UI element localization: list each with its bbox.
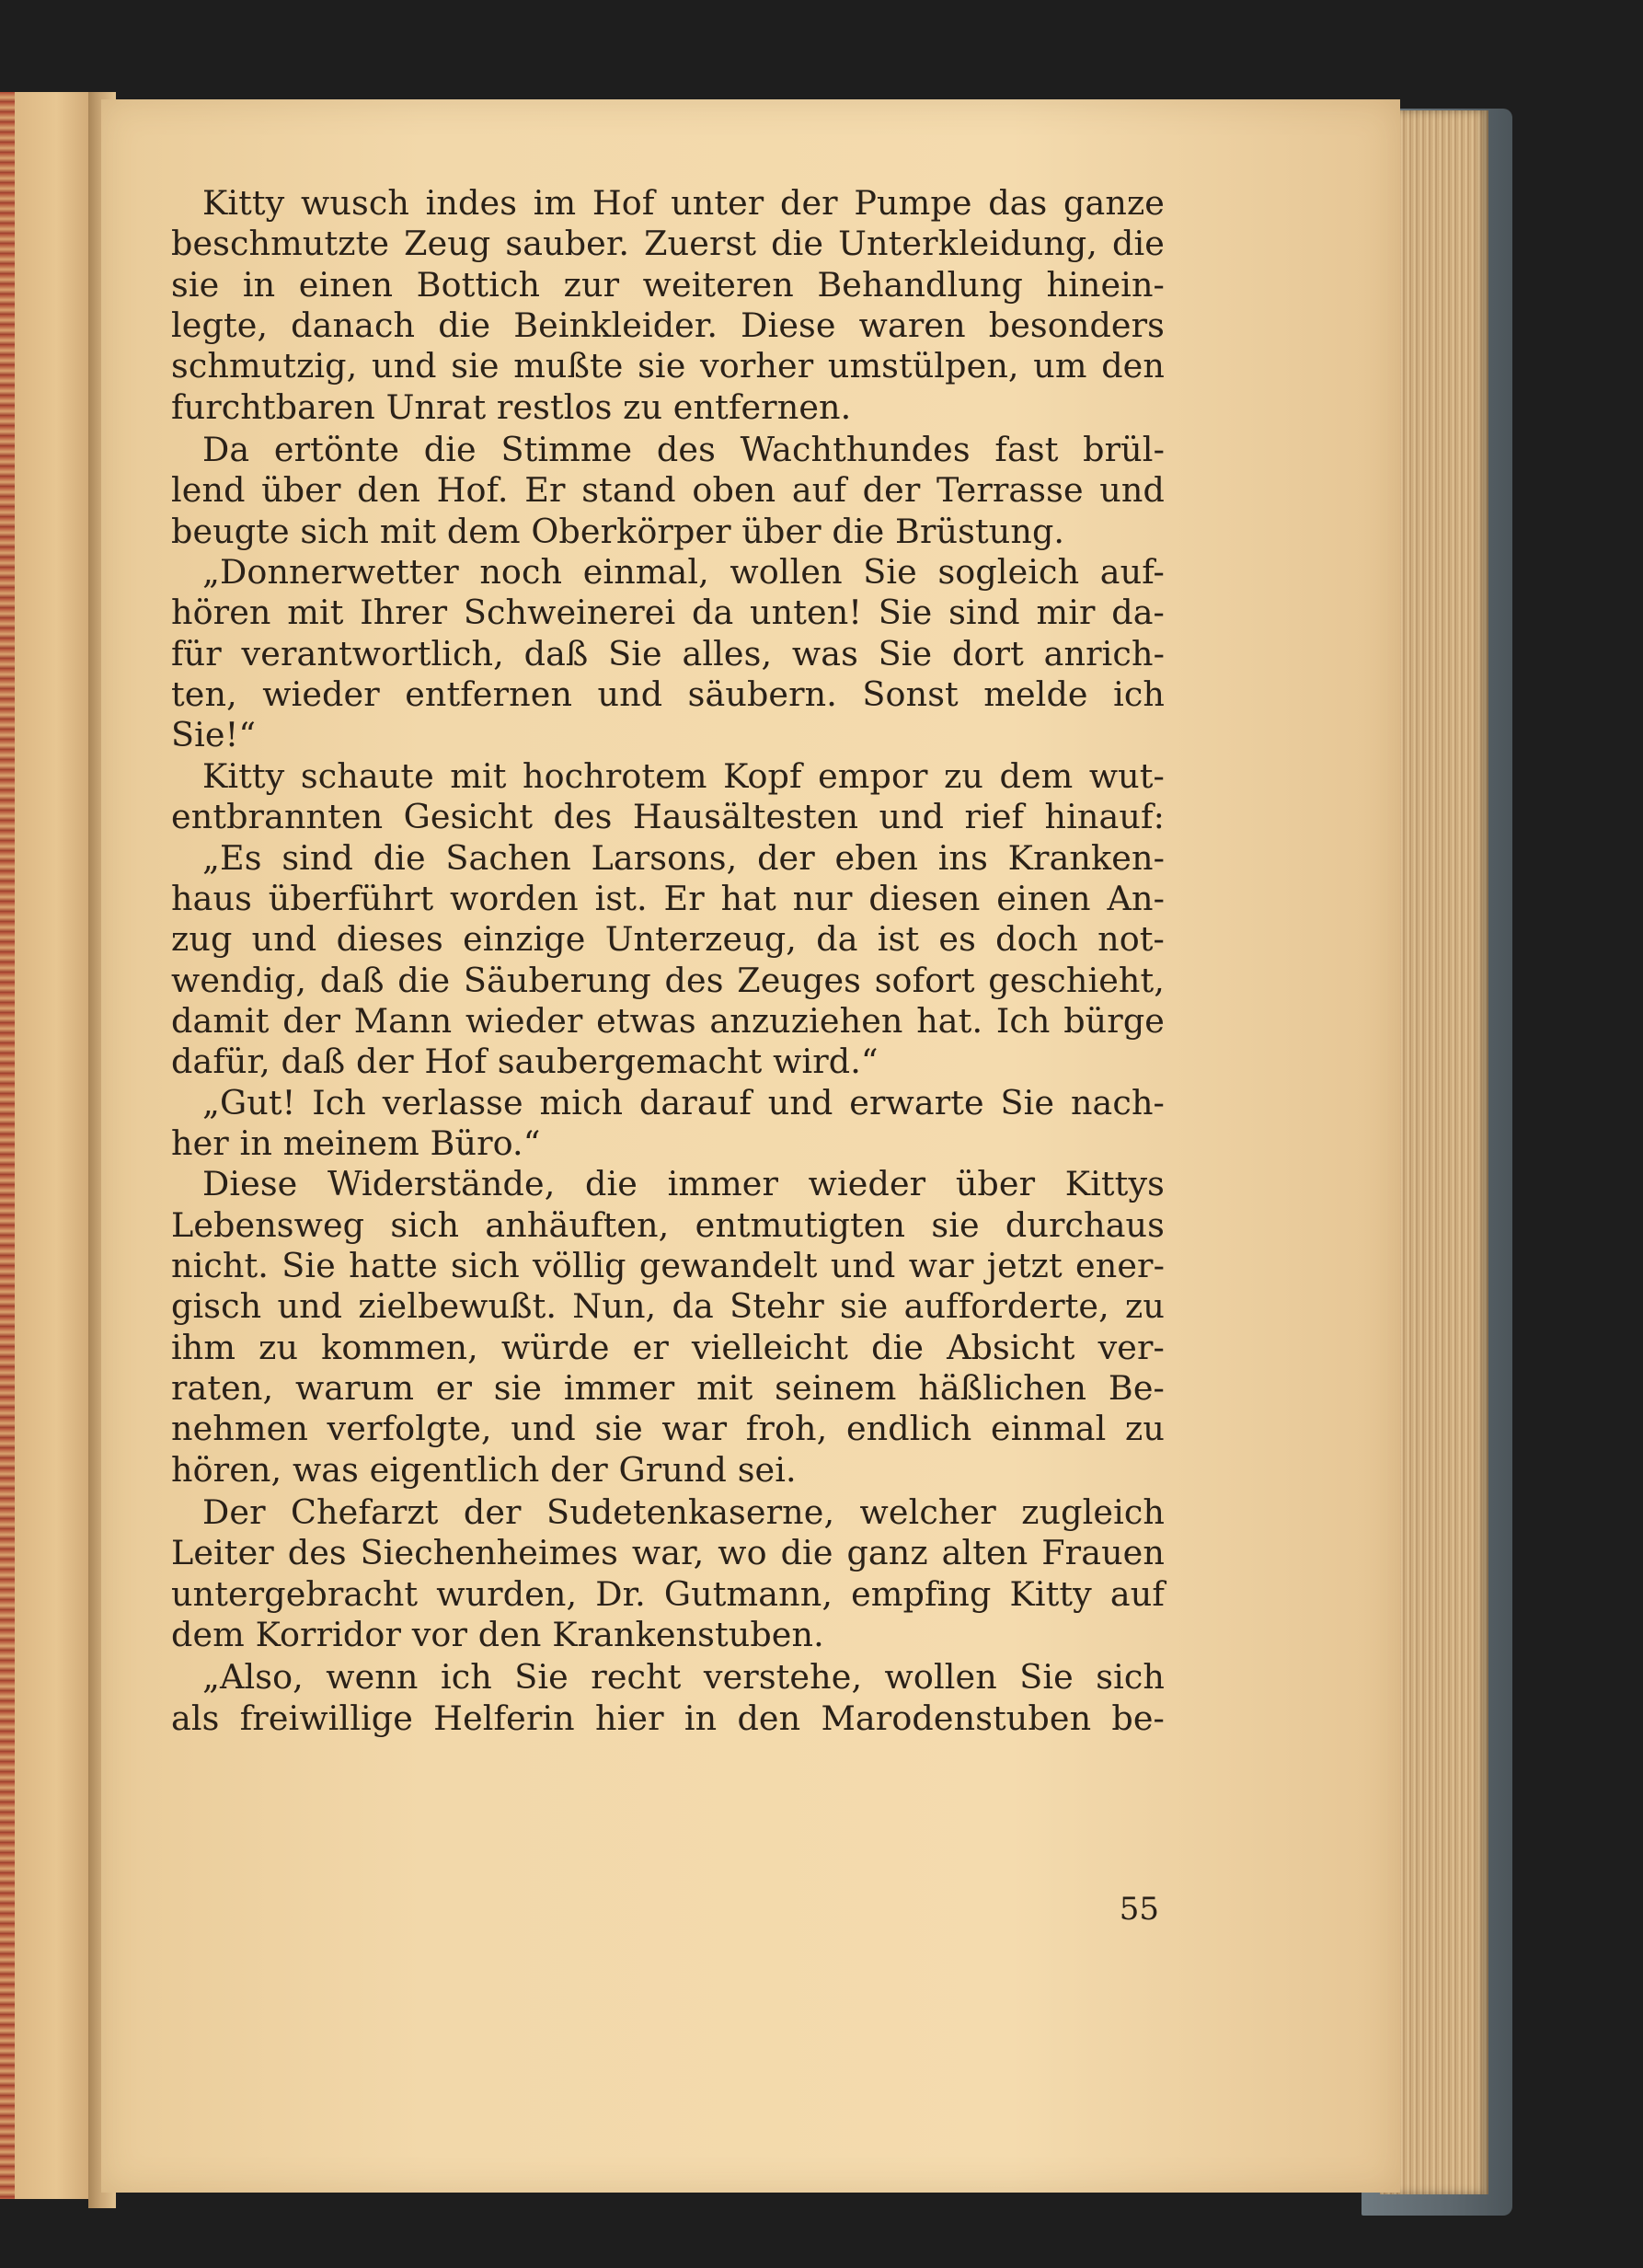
text-line: sie in einen Bottich zur weiteren Behandlung hinein-: [171, 264, 1165, 305]
text-line: lend über den Hof. Er stand oben auf der Terrasse und: [171, 470, 1165, 511]
text-line: nehmen verfolgte, und sie war froh, endlich einmal zu: [171, 1409, 1165, 1449]
left-page-border: [0, 92, 15, 2199]
text-line: beschmutzte Zeug sauber. Zuerst die Unterkleidung, die: [171, 224, 1165, 264]
text-line: „Gut! Ich verlasse mich darauf und erwarte Sie nach-: [202, 1082, 1165, 1122]
text-line: gisch und zielbewußt. Nun, da Stehr sie aufforderte, zu: [171, 1286, 1165, 1327]
text-line: ihm zu kommen, würde er vielleicht die Absicht ver-: [171, 1327, 1165, 1367]
text-line: Kitty wusch indes im Hof unter der Pumpe das ganze: [202, 183, 1165, 223]
text-line: zug und dieses einzige Unterzeug, da ist es doch not-: [171, 919, 1165, 960]
page-number: 55: [1119, 1891, 1159, 1928]
text-line: Leiter des Siechenheimes war, wo die ganz alten Frauen: [171, 1533, 1165, 1573]
text-line: für verantwortlich, daß Sie alles, was Sie dort anrich-: [171, 633, 1165, 673]
text-line: Lebensweg sich anhäuften, entmutigten sie durchaus: [171, 1204, 1165, 1245]
text-line: Kitty schaute mit hochrotem Kopf empor zu dem wut-: [202, 755, 1165, 796]
page-body-text: [171, 183, 1165, 1739]
text-line: Diese Widerstände, die immer wieder über Kittys: [202, 1164, 1165, 1204]
text-line: her in meinem Büro.“: [171, 1122, 541, 1163]
text-line: haus überführt worden ist. Er hat nur diesen einen An-: [171, 878, 1165, 918]
text-line: legte, danach die Beinkleider. Diese waren besonders: [171, 305, 1165, 346]
text-line: „Es sind die Sachen Larsons, der eben ins Kranken-: [202, 837, 1165, 878]
text-line: beugte sich mit dem Oberkörper über die Brüstung.: [171, 511, 1065, 551]
text-line: Sie!“: [171, 715, 257, 755]
text-line: schmutzig, und sie mußte sie vorher umstülpen, um den: [171, 346, 1165, 386]
text-line: raten, warum er sie immer mit seinem häßlichen Be-: [171, 1367, 1165, 1408]
text-line: wendig, daß die Säuberung des Zeuges sofort geschieht,: [171, 960, 1165, 1000]
text-line: als freiwillige Helferin hier in den Marodenstuben be-: [171, 1698, 1165, 1738]
text-line: furchtbaren Unrat restlos zu entfernen.: [171, 386, 852, 427]
text-line: entbrannten Gesicht des Hausältesten und rief hinauf:: [171, 797, 1165, 837]
text-line: „Also, wenn ich Sie recht verstehe, wollen Sie sich: [202, 1657, 1165, 1698]
text-line: dem Korridor vor den Krankenstuben.: [171, 1615, 824, 1655]
text-line: nicht. Sie hatte sich völlig gewandelt und war jetzt ener-: [171, 1245, 1165, 1285]
text-line: hören mit Ihrer Schweinerei da unten! Sie sind mir da-: [171, 593, 1165, 633]
text-line: Der Chefarzt der Sudetenkaserne, welcher zugleich: [202, 1492, 1165, 1532]
text-line: „Donnerwetter noch einmal, wollen Sie sogleich auf-: [202, 552, 1165, 593]
text-line: hören, was eigentlich der Grund sei.: [171, 1449, 797, 1490]
text-line: Da ertönte die Stimme des Wachthundes fast brül-: [202, 430, 1165, 470]
text-line: ten, wieder entfernen und säubern. Sonst melde ich: [171, 674, 1165, 715]
text-line: untergebracht wurden, Dr. Gutmann, empfing Kitty auf: [171, 1573, 1165, 1614]
text-line: damit der Mann wieder etwas anzuziehen hat. Ich bürge: [171, 1000, 1165, 1041]
text-line: dafür, daß der Hof saubergemacht wird.“: [171, 1042, 879, 1082]
